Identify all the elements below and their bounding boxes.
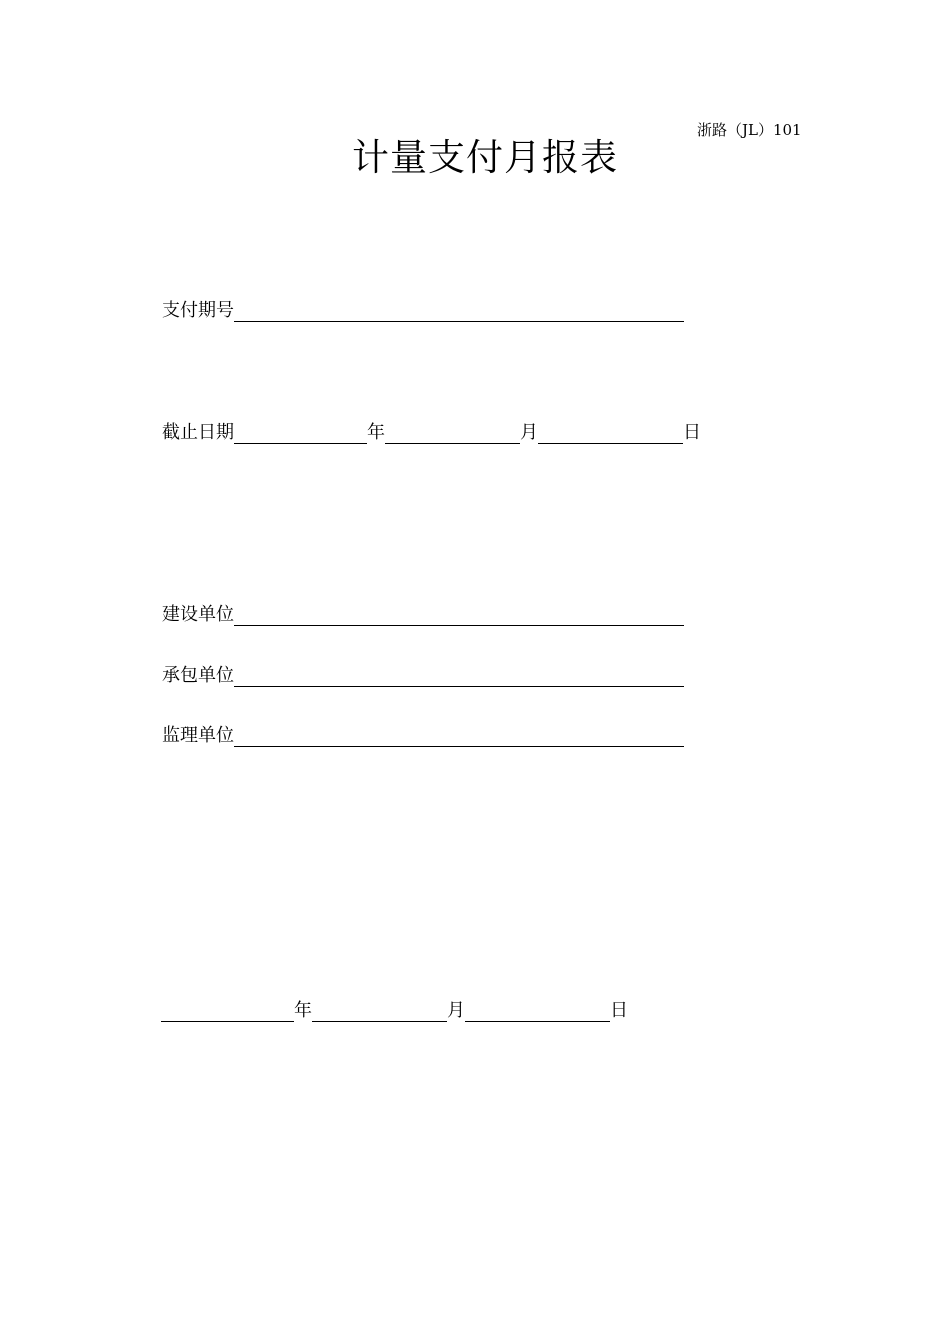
signature-day-field[interactable] bbox=[465, 1001, 610, 1022]
supervision-unit-label: 监理单位 bbox=[162, 725, 234, 746]
construction-unit-row bbox=[162, 604, 684, 626]
contractor-unit-field[interactable] bbox=[234, 666, 684, 687]
supervision-unit-field[interactable] bbox=[234, 726, 684, 747]
cutoff-year-field[interactable] bbox=[234, 423, 367, 444]
signature-month-field[interactable] bbox=[312, 1001, 447, 1022]
cutoff-month-field[interactable] bbox=[385, 423, 520, 444]
signature-day-unit: 日 bbox=[610, 1000, 628, 1021]
cutoff-year-unit: 年 bbox=[367, 422, 385, 443]
signature-month-unit: 月 bbox=[447, 1000, 465, 1021]
signature-date-row bbox=[161, 1000, 628, 1022]
page-title: 计量支付月报表 bbox=[352, 136, 618, 179]
cutoff-date-label: 截止日期 bbox=[162, 422, 234, 443]
cutoff-month-unit: 月 bbox=[520, 422, 538, 443]
signature-year-field[interactable] bbox=[161, 1001, 294, 1022]
payment-period-row bbox=[162, 300, 684, 322]
cutoff-day-unit: 日 bbox=[683, 422, 701, 443]
cutoff-day-field[interactable] bbox=[538, 423, 683, 444]
payment-period-field[interactable] bbox=[234, 301, 684, 322]
construction-unit-field[interactable] bbox=[234, 605, 684, 626]
form-code: 浙路（JL）101 bbox=[697, 121, 802, 139]
payment-period-label: 支付期号 bbox=[162, 300, 234, 321]
contractor-unit-row bbox=[162, 665, 684, 687]
signature-year-unit: 年 bbox=[294, 1000, 312, 1021]
construction-unit-label: 建设单位 bbox=[162, 604, 234, 625]
supervision-unit-row bbox=[162, 725, 684, 747]
cutoff-date-row bbox=[162, 422, 701, 444]
contractor-unit-label: 承包单位 bbox=[162, 665, 234, 686]
